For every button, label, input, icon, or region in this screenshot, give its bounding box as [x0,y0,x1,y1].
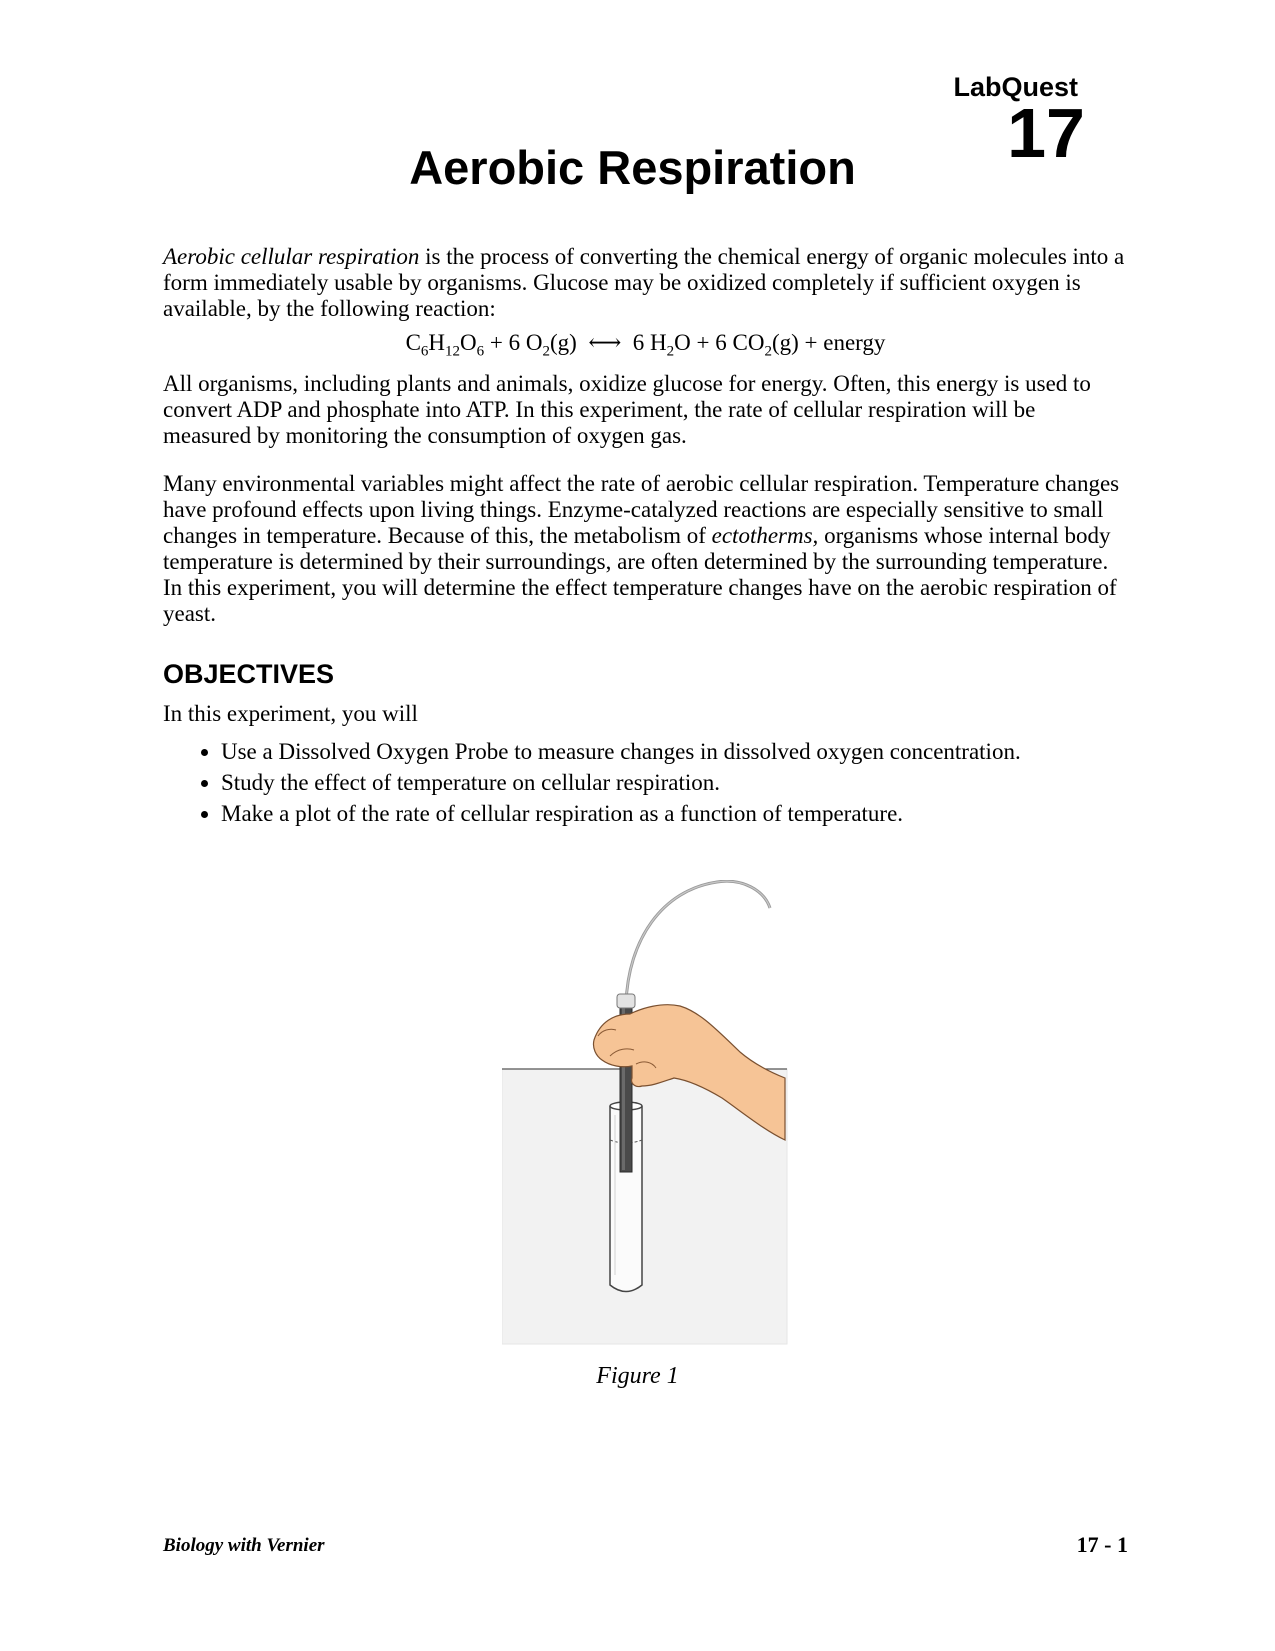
ectotherms-term: ectotherms, [711,522,819,548]
paragraph-temperature-after: organisms whose internal body temperature is determined by their surroundings, are often determined by the surrounding temperature. In this experiment, you will determine the effect temperature changes have on the aerobic respiration of yeast. [163,522,1117,626]
reaction-equation: $C_6H_{12}O_6 + 6$ $O_2(g)$ ⟷ 6 $H_2O + 6$ $CO_2(g)$ + energy [405,330,886,360]
paragraph-temperature-before: Many environmental variables might affect the rate of aerobic cellular respiration. Temperature changes have profound effects upon living things. Enzyme-catalyzed reactions are especially sensitive to small changes in temperature. Because of this, the metabolism of [163,470,1120,548]
paragraph-temperature [163,471,1128,627]
objectives-list [163,739,1128,827]
page-title [0,140,1275,195]
intro-text: is the process of converting the chemical energy of organic molecules into a form immediately usable by organisms. Glucose may be oxidized completely if sufficient oxygen is available, by the following reaction: [163,244,1125,321]
probe-cable [626,881,770,1004]
figure-1-illustration [502,880,792,1346]
objective-item: • Make a plot of the rate of cellular respiration as a function of temperature. [221,801,1128,827]
intro-paragraph [163,244,1128,322]
page-title-text: Aerobic Respiration [409,141,856,194]
paragraph-atp: All organisms, including plants and animals, oxidize glucose for energy. Often, this energy is used to convert ADP and phosphate into ATP. In this experiment, the rate of cellular respiration will be measured by monitoring the consumption of oxygen gas. [163,370,1091,448]
footer-page-number: 17 - 1 [1076,1532,1128,1557]
experiment-number: 17 [1007,94,1085,172]
intro-term: Aerobic cellular respiration [163,244,420,269]
objectives-intro: In this experiment, you will [163,700,418,726]
series-label: LabQuest [953,72,1078,102]
objectives-heading: OBJECTIVES [163,658,335,689]
figure-caption: Figure 1 [596,1363,679,1389]
document-body [163,244,1128,832]
objective-item: • Study the effect of temperature on cellular respiration. [221,770,1128,796]
footer-book-title: Biology with Vernier [163,1535,325,1556]
probe-cap [617,994,635,1008]
objective-item: • Use a Dissolved Oxygen Probe to measure changes in dissolved oxygen concentration. [221,739,1128,765]
